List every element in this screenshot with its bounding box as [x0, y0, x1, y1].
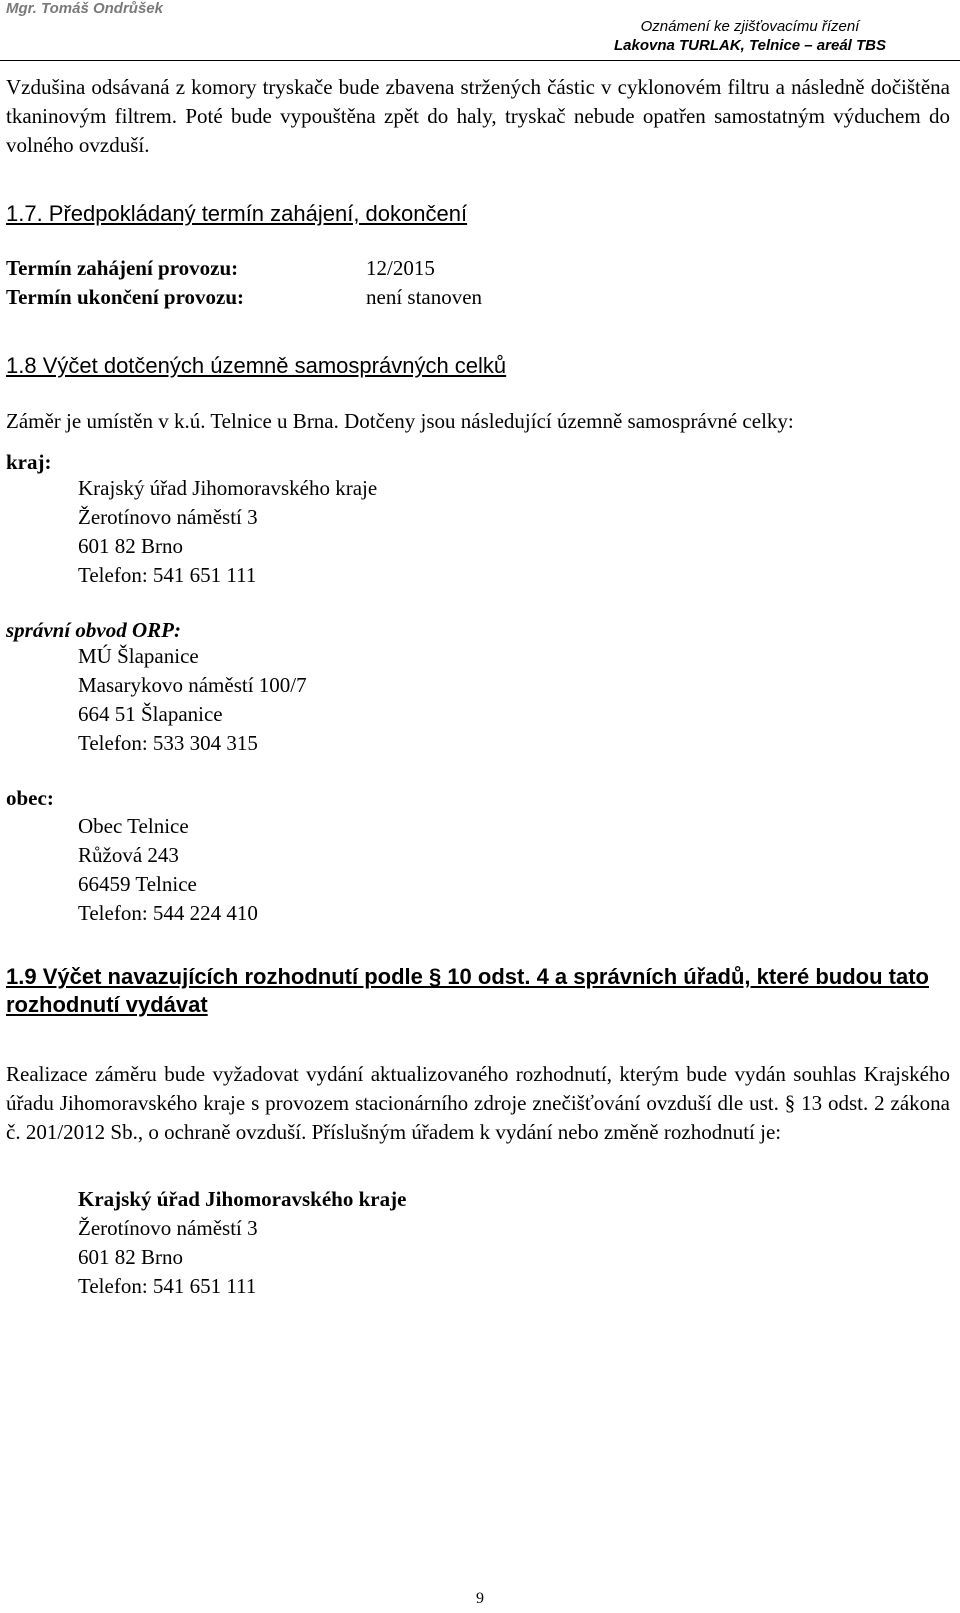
orp-line: 664 51 Šlapanice	[78, 702, 223, 726]
section-1-8-intro: Záměr je umístěn v k.ú. Telnice u Brna. Dotčeny jsou následující územně samosprávné celky:	[6, 409, 794, 433]
section-1-8	[6, 353, 950, 379]
end-label: Termín ukončení provozu:	[6, 285, 245, 309]
section-1-9-heading: 1.9 Výčet navazujících rozhodnutí podle § 10 odst. 4 a správních úřadů, které budou tato rozhodnutí vydávat	[6, 964, 929, 1017]
obec-label: obec:	[6, 786, 54, 810]
obec-address	[78, 812, 258, 928]
section-1-9	[6, 963, 950, 1019]
authority-address	[78, 1185, 406, 1301]
start-value: 12/2015	[366, 256, 435, 280]
obec-line: Obec Telnice	[78, 814, 189, 838]
section-1-8-heading: 1.8 Výčet dotčených územně samosprávných celků	[6, 353, 507, 378]
kraj-line: Žerotínovo náměstí 3	[78, 505, 258, 529]
orp-line: MÚ Šlapanice	[78, 644, 199, 668]
section-1-7	[6, 201, 950, 227]
section-1-9-body	[6, 1060, 950, 1147]
authority-line: Telefon: 541 651 111	[78, 1274, 257, 1298]
start-label: Termín zahájení provozu:	[6, 256, 239, 280]
orp-label: správní obvod ORP:	[6, 618, 181, 642]
obec-line: Telefon: 544 224 410	[78, 901, 258, 925]
section-1-9-paragraph: Realizace záměru bude vyžadovat vydání aktualizovaného rozhodnutí, kterým bude vydán souhlas Krajského úřadu Jihomoravského kraje s provozem stacionárního zdroje znečišťování ovzduší dle ust. § 13 odst. 2 zákona č. 201/2012 Sb., o ochraně ovzduší. Příslušným úřadem k vydání nebo změně rozhodnutí je:	[6, 1062, 950, 1144]
kraj-address	[78, 474, 377, 590]
obec-line: 66459 Telnice	[78, 872, 197, 896]
section-1-7-heading: 1.7. Předpokládaný termín zahájení, dokončení	[6, 201, 468, 226]
kraj-line: 601 82 Brno	[78, 534, 183, 558]
intro-paragraph: Vzdušina odsávaná z komory tryskače bude zbavena stržených částic v cyklonovém filtru a následně dočištěna tkaninovým filtrem. Poté bude vypouštěna zpět do haly, tryskač nebude opatřen samostatným výduchem do volného ovzduší.	[6, 75, 950, 157]
header-author: Mgr. Tomáš Ondrůšek	[6, 0, 163, 17]
orp-line: Telefon: 533 304 315	[78, 731, 258, 755]
authority-name: Krajský úřad Jihomoravského kraje	[78, 1187, 407, 1211]
authority-line: 601 82 Brno	[78, 1245, 183, 1269]
obec-line: Růžová 243	[78, 843, 179, 867]
header-doc-subtitle: Lakovna TURLAK, Telnice – areál TBS	[613, 37, 887, 54]
orp-line: Masarykovo náměstí 100/7	[78, 673, 307, 697]
page-header	[0, 0, 960, 61]
orp-address	[78, 642, 307, 758]
end-value: není stanoven	[366, 285, 483, 309]
authority-line: Žerotínovo náměstí 3	[78, 1216, 258, 1240]
kraj-label: kraj:	[6, 450, 52, 474]
intro-paragraph-block	[6, 73, 950, 160]
kraj-line: Telefon: 541 651 111	[78, 563, 257, 587]
kraj-line: Krajský úřad Jihomoravského kraje	[78, 476, 378, 500]
page-number: 9	[476, 1590, 484, 1607]
header-doc-title: Oznámení ke zjišťovacímu řízení	[640, 18, 860, 35]
